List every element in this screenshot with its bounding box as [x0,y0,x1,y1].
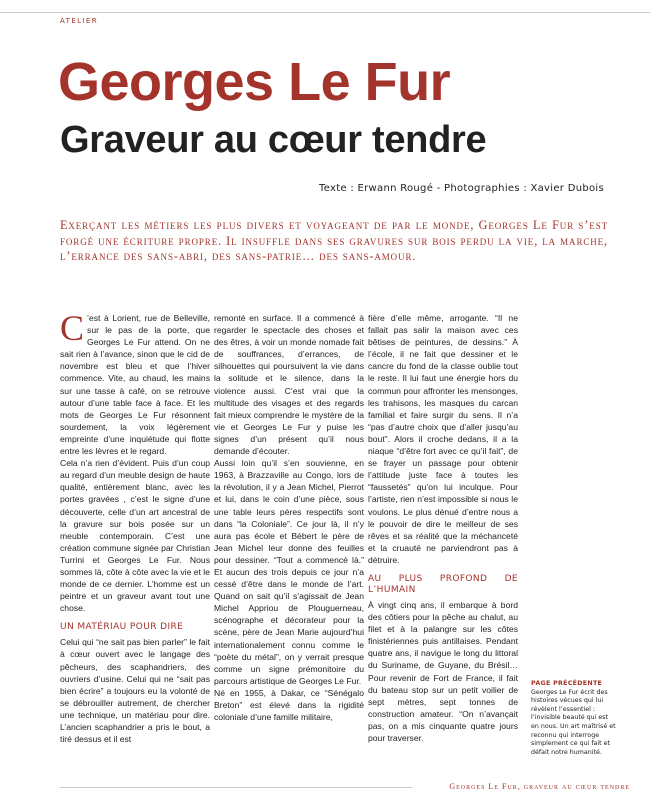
section-subhead: UN MATÉRIAU POUR DIRE [60,622,184,633]
text-column-3 [368,312,518,744]
photo-caption [531,680,616,757]
body-paragraph: remonté en surface. Il a commencé à regarder le spectacle des choses et des êtres, à voir un monde nomade fait de souffrances, d’errances, de silhouettes qui poursuivent la vie dans la solitude et le silence, dans la violence aussi. C’est vrai que la multitude des visages et des regards fait mieux comprendre le mystère de la vie et Georges Le Fur y puise les signes d’un présent qu’il nous demande d’écouter. [214,313,364,457]
lead-paragraph: Exerçant les métiers les plus divers et voyageant de par le monde, Georges Le Fur s’est forgé une écriture propre. Il insuffle dans ses gravures sur bois perdu la vie, la marche, l’errance des sans-abri, des sans-patrie… des sans-amour. [60,218,608,263]
text-column-2 [214,312,364,723]
body-paragraph: Celui qui “ne sait pas bien parler” le fait à cœur ouvert avec le langage des pêcheurs, des scaphandriers, des ouvriers d’usine. Celui qui ne “sait pas bien écrire” a toujours eu la volonté de se débrouiller autrement, de chercher une technique, un matériau pour dire. L’ancien scaphandrier a pris le bout, a tiré dessus et il est [60,637,210,745]
caption-text: Georges Le Fur écrit des histoires vécues qui lui révèlent l’essentiel : l’invisible beauté qui est en nous. Un art maîtrisé et reconnu qui interroge simplement ce qui fait et défait notre humanité. [531,688,616,756]
running-footer: Georges Le Fur, graveur au cœur tendre [449,782,630,791]
body-paragraph: fière d’elle même, arrogante. “Il ne fallait pas salir la maison avec ces bêtises de peintures, de dessins.” À l’école, il ne fait que dessiner et le cancre du fond de la classe oublie tout le reste. Il lui faut une énergie hors du commun pour affronter les mensonges, les trahisons, les masques du carcan familial et faire surgir du sens. Il n’a “pas d’autre choix que d’aller jusqu’au bout”. Alors il croche dedans, il a la niaque “d’être fort avec ce qu’il fait”, de se frayer un passage pour obtenir l’attitude juste face à toutes les “faussetés” qu’on lui inculque. Pour l’artiste, rien n’est impossible si nous le voulons. Le plus dénué d’entre nous a le pouvoir de dire le meilleur de ses rêves et sa réalité que la méchanceté et la cruauté ne parviendront pas à détruire. [368,313,518,565]
bottom-rule [60,787,412,788]
body-paragraph: Cela n’a rien d’évident. Puis d’un coup au regard d’un meuble design de haute qualité, entièrement blanc, avec les portes gravées , c’est le signe d’une découverte, celle d’un art ancestral de la gravure sur bois posée sur un meuble contemporain. C’est une création commune signée par Christian Turrini et Georges Le Fur. Nous sommes là, côte à côte avec la vie et le monde de ce dernier. L’homme est un peintre et un graveur avant tout une chose. [60,458,210,614]
text-column-1 [60,308,210,745]
top-rule [0,12,650,13]
paragraph-text: ’est à Lorient, rue de Belleville, sur le pas de la porte, que Georges Le Fur attend. On ne sait rien à l’avance, sinon que le cid de novembre est bleu et que l’hiver commence. Vite, au chaud, les mains sur une tasse à café, on se retrouve autour d’une table face à face. Et les mots de Georges Le Fur résonnent sourdement, la voix légèrement empreinte d’une inquiétude qui flotte entre les lèvres et le regard. [60,313,210,457]
drop-cap: C [60,308,85,348]
article-subtitle: Graveur au cœur tendre [60,119,487,161]
body-paragraph: Aussi loin qu’il s’en souvienne, en 1963, à Brazzaville au Congo, lors de la révolution, il y a Jean Michel, Pierrot et lui, dans le coin d’une pièce, sous une table leurs pères respectifs sont dans “la Coloniale”. Ce jour là, il n’y aura pas école et Bébert le père de Jean Michel leur donne des feuilles pour dessiner. “Tout a commencé là.” Et aucun des trois depuis ce jour n’a cessé d’être dans le monde de l’art. Quand on sait qu’il s’agissait de Jean Michel Appriou de Plouguerneau, scénographe et décorateur pour la scène, père de Jean Marie aujourd’hui internationalement connu comme le “poète du métal”, on y verrait presque comme un signe prémonitoire du parcours artistique de Georges Le Fur. [214,458,364,686]
caption-label: PAGE PRÉCÉDENTE [531,680,603,687]
section-tag: ATELIER [60,17,98,25]
body-paragraph: Né en 1955, à Dakar, ce “Sénégalo Breton” est élevé dans la rigidité coloniale d’une famille militaire, [214,687,364,723]
article-title: Georges Le Fur [58,52,451,112]
section-subhead: AU PLUS PROFOND DE L’HUMAIN [368,573,518,595]
body-paragraph: À vingt cinq ans, il embarque à bord des côtiers pour la pêche au chalut, au filet et à la palangre sur les côtes finistériennes puis antillaises. Pendant quatre ans, il navigue le long du littoral du Suriname, de Guyane, du Brésil… Pour revenir de Fort de France, il fait du bateau stop sur un petit voilier de sept mètres, sept tonnes de construction amateur. “On n’avançait pas, on a mis cinquante quatre jours pour traverser. [368,599,518,743]
article-credits: Texte : Erwann Rougé - Photographies : Xavier Dubois [319,183,604,194]
body-paragraph [60,308,210,457]
